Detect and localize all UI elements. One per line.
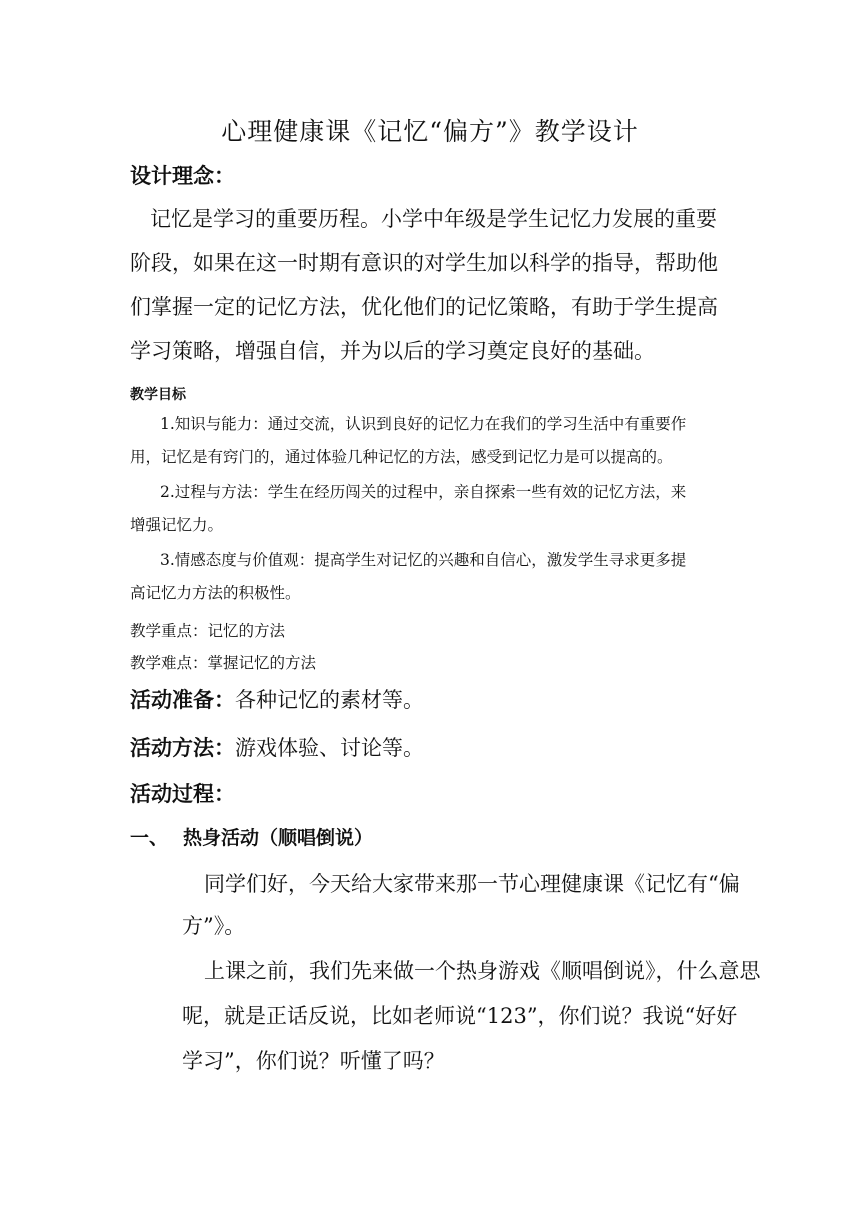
prep-value: 各种记忆的素材等。 [235,688,424,712]
method-row [130,732,424,762]
section-1-line-4: 呢，就是正话反说，比如老师说“123”，你们说？我说“好好 [182,1004,738,1028]
difficulty: 教学难点：掌握记忆的方法 [130,654,317,672]
goals-line-3: 2.过程与方法：学生在经历闯关的过程中，亲自探索一些有效的记忆方法，来 [160,483,687,501]
concept-line-4: 学习策略，增强自信，并为以后的学习奠定良好的基础。 [130,339,655,363]
goals-line-6: 高记忆力方法的积极性。 [130,584,301,602]
concept-heading: 设计理念： [130,164,235,188]
method-value: 游戏体验、讨论等。 [235,736,424,760]
process-heading: 活动过程： [130,782,235,806]
prep-row [130,684,424,714]
concept-line-2: 阶段，如果在这一时期有意识的对学生加以科学的指导，帮助他 [130,251,718,275]
goals-heading: 教学目标 [130,387,186,403]
section-1-line-1: 同学们好，今天给大家带来那一节心理健康课《记忆有“偏 [204,872,740,896]
method-label: 活动方法： [130,736,235,760]
section-1-title: 热身活动（顺唱倒说） [183,827,374,849]
concept-line-3: 们掌握一定的记忆方法，优化他们的记忆策略，有助于学生提高 [130,295,718,319]
section-1-line-2: 方”》。 [182,914,246,938]
goals-line-1: 1.知识与能力：通过交流，认识到良好的记忆力在我们的学习生活中有重要作 [160,415,687,433]
document-title: 心理健康课《记忆“偏方”》教学设计 [221,117,639,146]
section-1-line-5: 学习”，你们说？听懂了吗？ [182,1049,445,1073]
goals-line-5: 3.情感态度与价值观：提高学生对记忆的兴趣和自信心，激发学生寻求更多提 [160,551,687,569]
goals-line-2: 用，记忆是有窍门的，通过体验几种记忆的方法，感受到记忆力是可以提高的。 [130,448,673,466]
prep-label: 活动准备： [130,688,235,712]
goals-line-4: 增强记忆力。 [130,516,224,534]
section-1-line-3: 上课之前，我们先来做一个热身游戏《顺唱倒说》，什么意思 [204,959,761,983]
concept-line-1: 记忆是学习的重要历程。小学中年级是学生记忆力发展的重要 [150,207,717,231]
section-1-number: 一、 [130,827,169,849]
key-point: 教学重点：记忆的方法 [130,622,286,640]
